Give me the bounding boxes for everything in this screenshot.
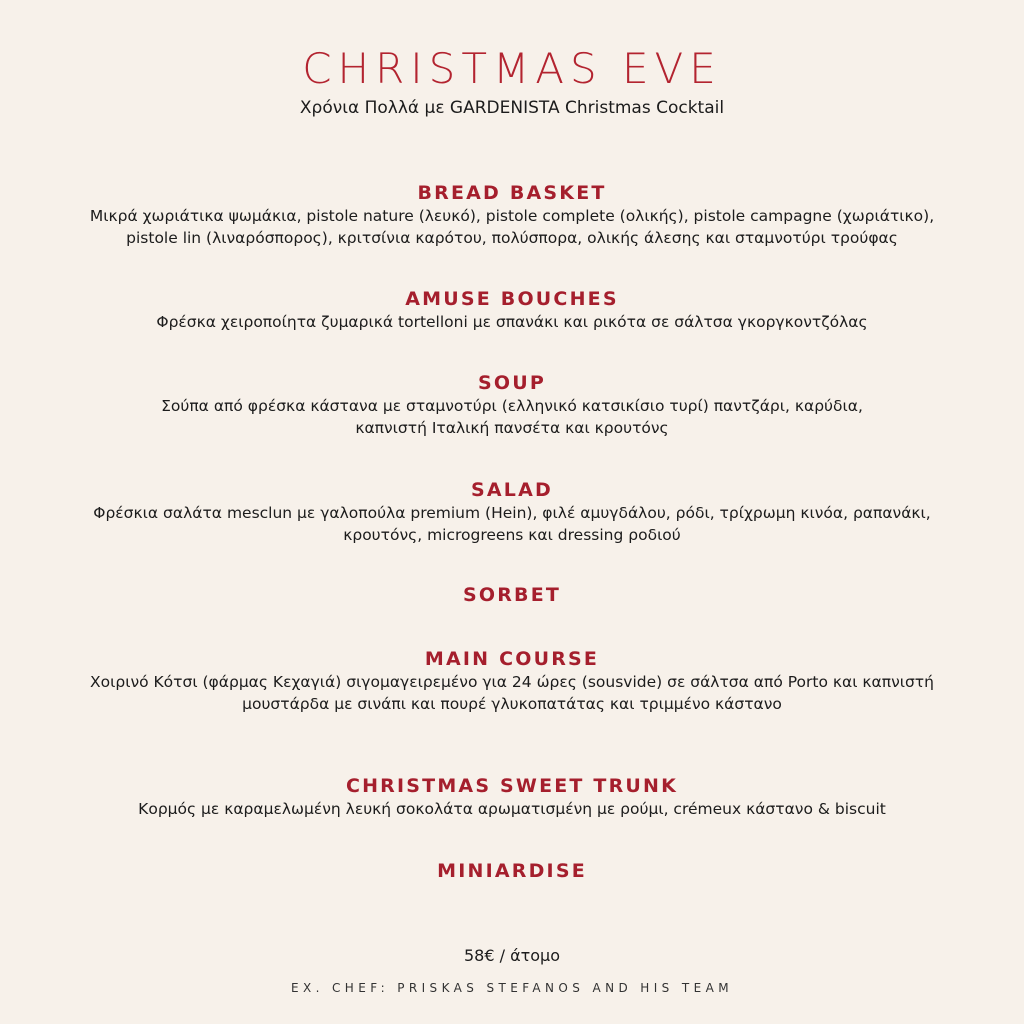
section-heading: MINIARDISE: [437, 860, 587, 882]
section-heading: SALAD: [471, 479, 553, 501]
section-main-course: [40, 647, 984, 715]
section-heading: SOUP: [478, 372, 546, 394]
section-sorbet: [40, 583, 984, 607]
menu-title: CHRISTMAS EVE: [302, 44, 722, 93]
section-description-line: Σούπα από φρέσκα κάστανα με σταμνοτύρι (ελληνικό κατσικίσιο τυρί) παντζάρι, καρύδια,: [161, 397, 863, 415]
section-bread-basket: [40, 181, 984, 249]
chef-credit: EX. CHEF: PRISKAS STEFANOS AND HIS TEAM: [291, 981, 733, 995]
section-description-line: Μικρά χωριάτικα ψωμάκια, pistole nature (λευκό), pistole complete (ολικής), pistole campagne (χωριάτικο),: [89, 207, 935, 225]
section-description-line: μουστάρδα με σινάπι και πουρέ γλυκοπατάτας και τριμμένο κάστανο: [242, 695, 782, 713]
section-heading: SORBET: [462, 584, 562, 606]
section-soup: [40, 371, 984, 439]
section-heading: BREAD BASKET: [417, 182, 607, 204]
section-description-line: Κορμός με καραμελωμένη λευκή σοκολάτα αρωματισμένη με ρούμι, crémeux κάστανο & biscuit: [138, 800, 886, 818]
section-heading: CHRISTMAS SWEET TRUNK: [345, 775, 679, 797]
section-description-line: Φρέσκα χειροποίητα ζυμαρικά tortelloni με σπανάκι και ρικότα σε σάλτσα γκοργκοντζόλας: [156, 313, 868, 331]
section-heading: MAIN COURSE: [424, 648, 600, 670]
section-heading: AMUSE BOUCHES: [405, 288, 619, 310]
section-description-line: Φρέσκια σαλάτα mesclun με γαλοπούλα premium (Hein), φιλέ αμυγδάλου, ρόδι, τρίχρωμη κινόα, ραπανάκι,: [93, 504, 931, 522]
section-salad: [40, 478, 984, 546]
section-description-line: pistole lin (λιναρόσπορος), κριτσίνια καρότου, πολύσπορα, ολικής άλεσης και σταμνοτύρι τρούφας: [126, 229, 898, 247]
section-description-line: κρουτόνς, microgreens και dressing ροδιού: [343, 526, 681, 544]
price: 58€ / άτομο: [463, 946, 561, 965]
menu-subtitle: Χρόνια Πολλά με GARDENISTA Christmas Cocktail: [299, 98, 725, 118]
section-christmas-sweet-trunk: [40, 774, 984, 820]
section-amuse-bouches: [40, 287, 984, 333]
section-description-line: καπνιστή Ιταλική πανσέτα και κρουτόνς: [355, 419, 669, 437]
section-miniardise: [40, 859, 984, 883]
section-description-line: Χοιρινό Κότσι (φάρμας Κεχαγιά) σιγομαγειρεμένο για 24 ώρες (sousvide) σε σάλτσα από Porto και καπνιστή: [90, 673, 934, 691]
